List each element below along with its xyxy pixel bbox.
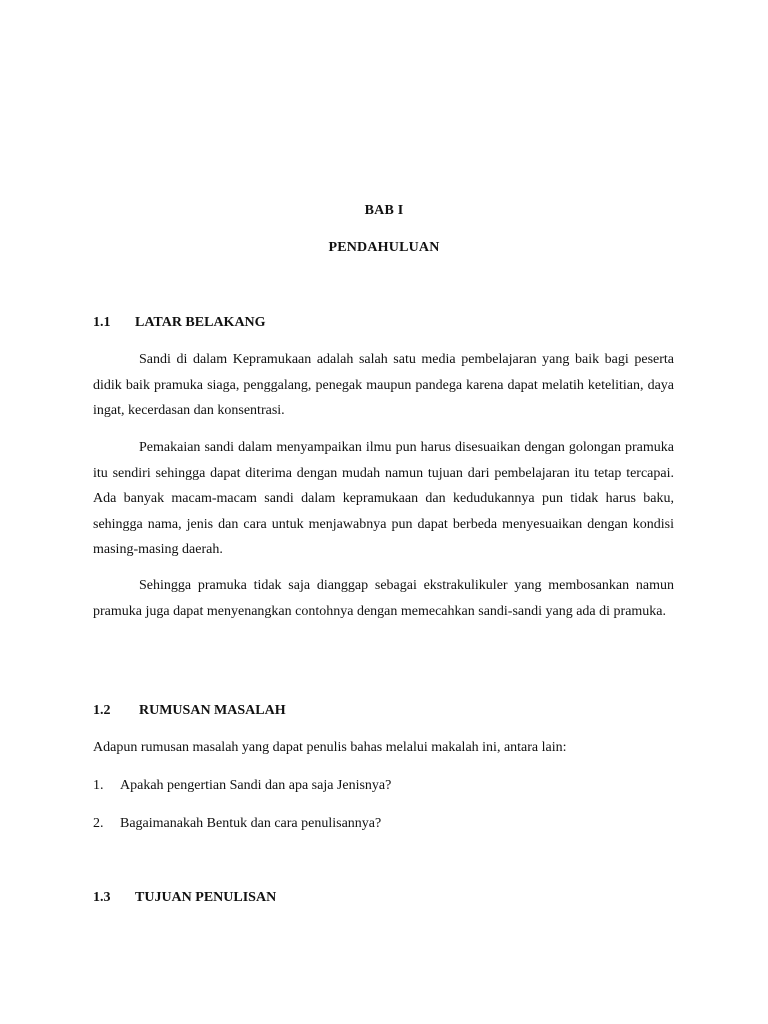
paragraph-2: Pemakaian sandi dalam menyampaikan ilmu pun harus disesuaikan dengan golongan pramuka itu sendiri sehingga dapat diterima dengan mudah namun tujuan dari pembelajaran itu tetap tercapai. Ada banyak macam-macam sandi dalam kepramukaan dan kedudukannya pun tidak harus baku, sehingga nama, jenis dan cara untuk menjawabnya pun dapat berbeda menyesuaikan dengan kondisi masing-masing daerah.	[93, 440, 674, 557]
section-heading-latar-belakang	[93, 315, 266, 331]
section-number: 1.2	[93, 703, 111, 718]
section-title: RUMUSAN MASALAH	[139, 703, 286, 718]
section-title: TUJUAN PENULISAN	[135, 890, 277, 905]
chapter-label: BAB I	[364, 203, 404, 218]
section-number: 1.1	[93, 315, 111, 330]
problem-intro: Adapun rumusan masalah yang dapat penulis bahas melalui makalah ini, antara lain:	[93, 740, 567, 755]
paragraph-1: Sandi di dalam Kepramukaan adalah salah satu media pembelajaran yang baik bagi peserta didik baik pramuka siaga, penggalang, penegak maupun pandega karena dapat melatih ketelitian, daya ingat, kecerdasan dan konsentrasi.	[93, 352, 674, 418]
chapter-title: PENDAHULUAN	[328, 240, 440, 255]
list-item	[93, 778, 391, 794]
list-item	[93, 816, 381, 832]
list-number: 2.	[93, 816, 104, 831]
section-title: LATAR BELAKANG	[135, 315, 266, 330]
list-text: Bagaimanakah Bentuk dan cara penulisannya?	[120, 816, 382, 831]
section-number: 1.3	[93, 890, 111, 905]
list-number: 1.	[93, 778, 104, 793]
section-heading-tujuan-penulisan	[93, 890, 276, 906]
list-text: Apakah pengertian Sandi dan apa saja Jenisnya?	[120, 778, 392, 793]
section-heading-rumusan-masalah	[93, 703, 286, 719]
paragraph-3: Sehingga pramuka tidak saja dianggap sebagai ekstrakulikuler yang membosankan namun pramuka juga dapat menyenangkan contohnya dengan memecahkan sandi-sandi yang ada di pramuka.	[93, 578, 674, 619]
